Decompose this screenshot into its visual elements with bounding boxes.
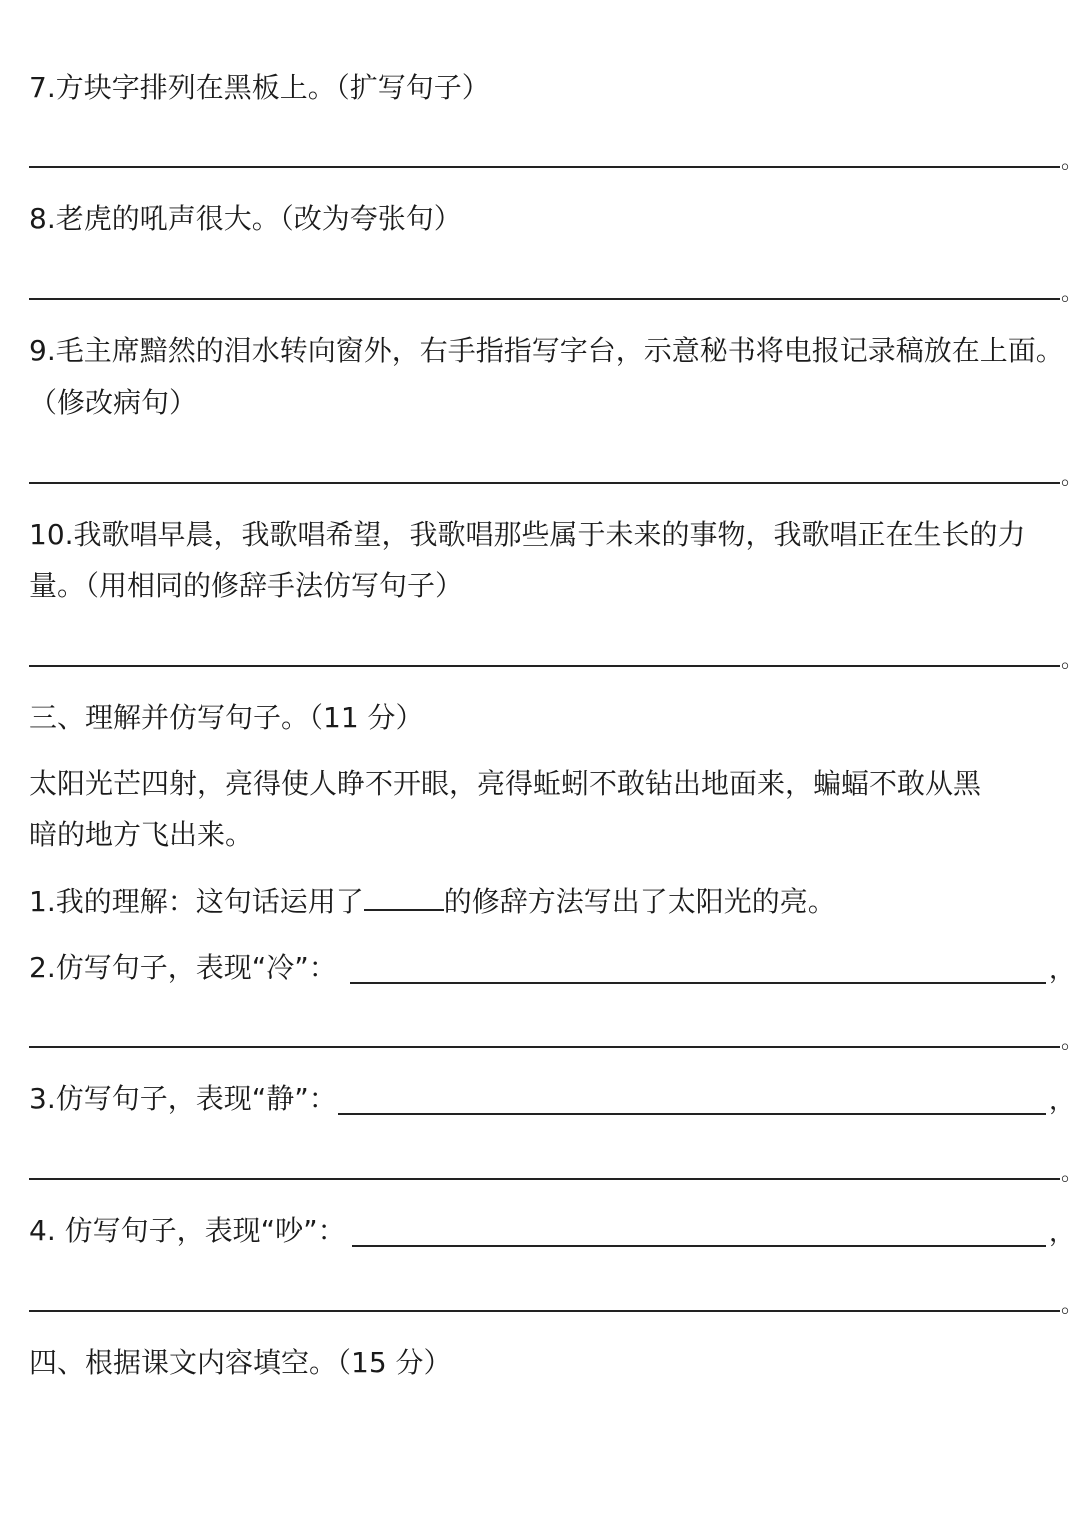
section-3-item-1	[29, 881, 836, 922]
answer-line-end-period: 。	[1061, 1293, 1083, 1318]
item-1-text-before: 1.我的理解：这句话运用了	[29, 885, 364, 918]
section-4-heading: 四、根据课文内容填空。（15 分）	[29, 1346, 452, 1379]
question-8: 8.老虎的吼声很大。（改为夸张句）	[29, 202, 462, 235]
answer-line-end-period: 。	[1061, 1161, 1083, 1186]
rhetoric-blank[interactable]	[364, 881, 444, 911]
section-3-item-3: 3.仿写句子，表现“静”：	[29, 1082, 337, 1115]
question-7: 7.方块字排列在黑板上。（扩写句子）	[29, 71, 490, 104]
answer-line-q7[interactable]	[29, 166, 1060, 168]
answer-line-noisy-first[interactable]	[352, 1245, 1046, 1247]
answer-line-noisy-second[interactable]	[29, 1310, 1060, 1312]
section-3-passage-line-2: 暗的地方飞出来。	[29, 818, 254, 851]
answer-line-end-period: 。	[1061, 465, 1083, 490]
answer-line-quiet-second[interactable]	[29, 1178, 1060, 1180]
section-3-heading: 三、理解并仿写句子。（11 分）	[29, 701, 424, 734]
question-9-line-2: （修改病句）	[29, 386, 198, 419]
question-10-line-1: 10.我歌唱早晨，我歌唱希望，我歌唱那些属于未来的事物，我歌唱正在生长的力	[29, 518, 1026, 551]
answer-line-end-comma: ，	[1049, 1086, 1076, 1116]
section-3-item-2: 2.仿写句子，表现“冷”：	[29, 951, 337, 984]
answer-line-end-period: 。	[1061, 149, 1083, 174]
question-9-line-1: 9.毛主席黯然的泪水转向窗外，右手指指写字台，示意秘书将电报记录稿放在上面。	[29, 334, 1064, 367]
answer-line-cold-second[interactable]	[29, 1046, 1060, 1048]
answer-line-q8[interactable]	[29, 298, 1060, 300]
answer-line-q9[interactable]	[29, 482, 1060, 484]
answer-line-end-period: 。	[1061, 648, 1083, 673]
question-10-line-2: 量。（用相同的修辞手法仿写句子）	[29, 569, 464, 602]
section-3-passage-line-1: 太阳光芒四射，亮得使人睁不开眼，亮得蚯蚓不敢钻出地面来，蝙蝠不敢从黑	[29, 767, 982, 800]
answer-line-cold-first[interactable]	[350, 982, 1046, 984]
item-1-text-after: 的修辞方法写出了太阳光的亮。	[443, 885, 836, 918]
answer-line-q10[interactable]	[29, 665, 1060, 667]
answer-line-quiet-first[interactable]	[338, 1113, 1046, 1115]
answer-line-end-period: 。	[1061, 1029, 1083, 1054]
answer-line-end-period: 。	[1061, 281, 1083, 306]
section-3-item-4: 4. 仿写句子，表现“吵”：	[29, 1214, 346, 1247]
answer-line-end-comma: ，	[1049, 1218, 1076, 1248]
answer-line-end-comma: ，	[1049, 955, 1076, 985]
